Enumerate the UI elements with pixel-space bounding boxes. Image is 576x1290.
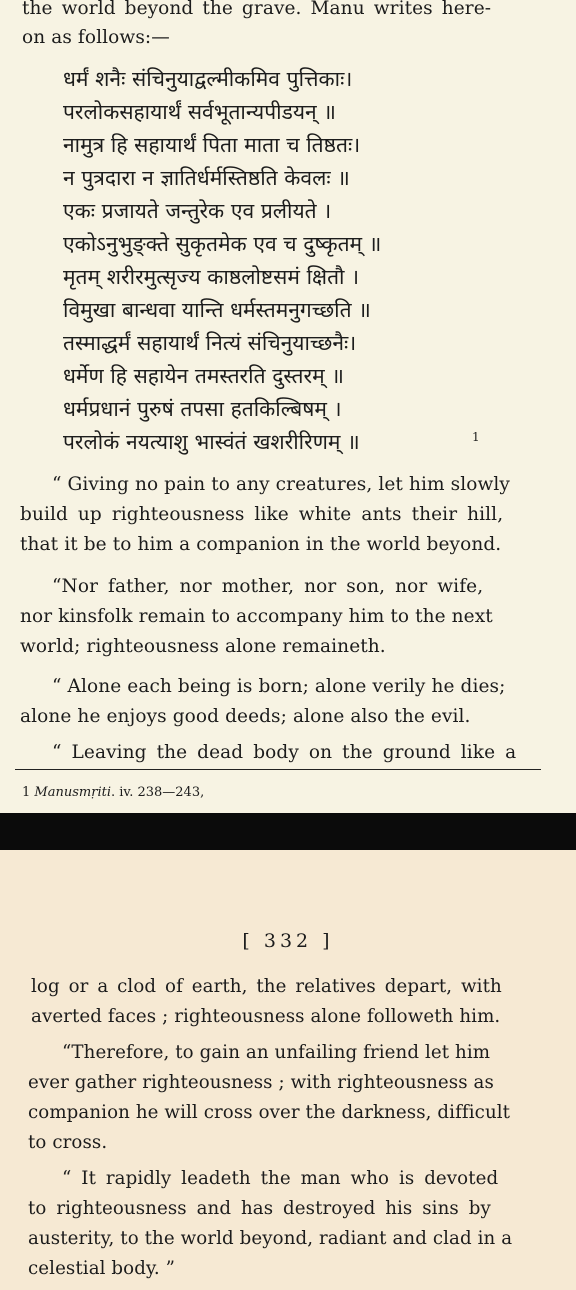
footnote-divider — [15, 769, 541, 770]
paragraph-line: that it be to him a companion in the world beyond. — [20, 534, 502, 555]
paragraph-line: “ Alone each being is born; alone verily he dies; — [52, 676, 506, 697]
sanskrit-verse-line: विमुखा बान्धवा यान्ति धर्मस्तमनुगच्छति ॥ — [63, 298, 371, 322]
sanskrit-verse-line: धर्मेण हि सहायेन तमस्तरति दुस्तरम् ॥ — [63, 364, 344, 388]
footnote-work: Manusmṛiti — [34, 785, 111, 800]
paragraph-line: companion he will cross over the darkness, difficult — [28, 1102, 511, 1123]
paragraph-line: “ Leaving the dead body on the ground like a — [52, 742, 517, 763]
sanskrit-verse-line: परलोकं नयत्याशु भास्वंतं खशरीरिणम् ॥ — [63, 430, 360, 454]
sanskrit-verse-line: धर्मं शनैः संचिनुयाद्वल्मीकमिव पुत्तिकाः। — [63, 67, 353, 91]
paragraph-line: world; righteousness alone remaineth. — [20, 636, 386, 657]
paragraph-line: “Therefore, to gain an unfailing friend let him — [62, 1042, 491, 1063]
footnote-marker: 1 — [472, 430, 480, 444]
paragraph-line: nor kinsfolk remain to accompany him to the next — [20, 606, 493, 627]
sanskrit-verse-line: नामुत्र हि सहायार्थं पिता माता च तिष्ठतः। — [63, 133, 361, 157]
footnote-number: 1 — [22, 785, 31, 800]
sanskrit-verse-line: एकोऽनुभुङ्क्ते सुकृतमेक एव च दुष्कृतम् ॥ — [63, 232, 382, 256]
footnote-reference: . iv. 238—243, — [110, 785, 205, 800]
paragraph-line: celestial body. ” — [28, 1258, 176, 1279]
sanskrit-verse-line: एकः प्रजायते जन्तुरेक एव प्रलीयते । — [63, 199, 332, 223]
paragraph-line: to cross. — [28, 1132, 108, 1153]
sanskrit-verse-line: न पुत्रदारा न ज्ञातिर्धर्मस्तिष्ठति केवलः ॥ — [63, 166, 350, 190]
paragraph-line: log or a clod of earth, the relatives depart, with — [31, 976, 502, 997]
paragraph-line: averted faces ; righteousness alone followeth him. — [31, 1006, 501, 1027]
paragraph-line: build up righteousness like white ants their hill, — [20, 504, 504, 525]
paragraph-line: austerity, to the world beyond, radiant and clad in a — [28, 1228, 513, 1249]
paragraph-line: “ It rapidly leadeth the man who is devoted — [62, 1168, 499, 1189]
sanskrit-verse-line: परलोकसहायार्थं सर्वभूतान्यपीडयन् ॥ — [63, 100, 336, 124]
paragraph-line: to righteousness and has destroyed his sins by — [28, 1198, 491, 1219]
text-line: on as follows:— — [22, 27, 170, 48]
text-line: the world beyond the grave. Manu writes here- — [22, 0, 492, 19]
paragraph-line: “ Giving no pain to any creatures, let him slowly — [52, 474, 510, 495]
page-332 — [0, 850, 576, 1290]
footnote — [22, 785, 204, 800]
page-separator — [0, 813, 576, 850]
sanskrit-verse-line: तस्माद्धर्मं सहायार्थं नित्यं संचिनुयाच्छनैः। — [63, 331, 357, 355]
page-number: [ 332 ] — [242, 930, 334, 952]
paragraph-line: alone he enjoys good deeds; alone also the evil. — [20, 706, 471, 727]
sanskrit-verse-line: मृतम् शरीरमुत्सृज्य काष्ठलोष्टसमं क्षितौ । — [63, 265, 360, 289]
paragraph-line: ever gather righteousness ; with righteousness as — [28, 1072, 494, 1093]
sanskrit-verse-line: धर्मप्रधानं पुरुषं तपसा हतकिल्बिषम् । — [63, 397, 342, 421]
paragraph-line: “Nor father, nor mother, nor son, nor wife, — [52, 576, 484, 597]
